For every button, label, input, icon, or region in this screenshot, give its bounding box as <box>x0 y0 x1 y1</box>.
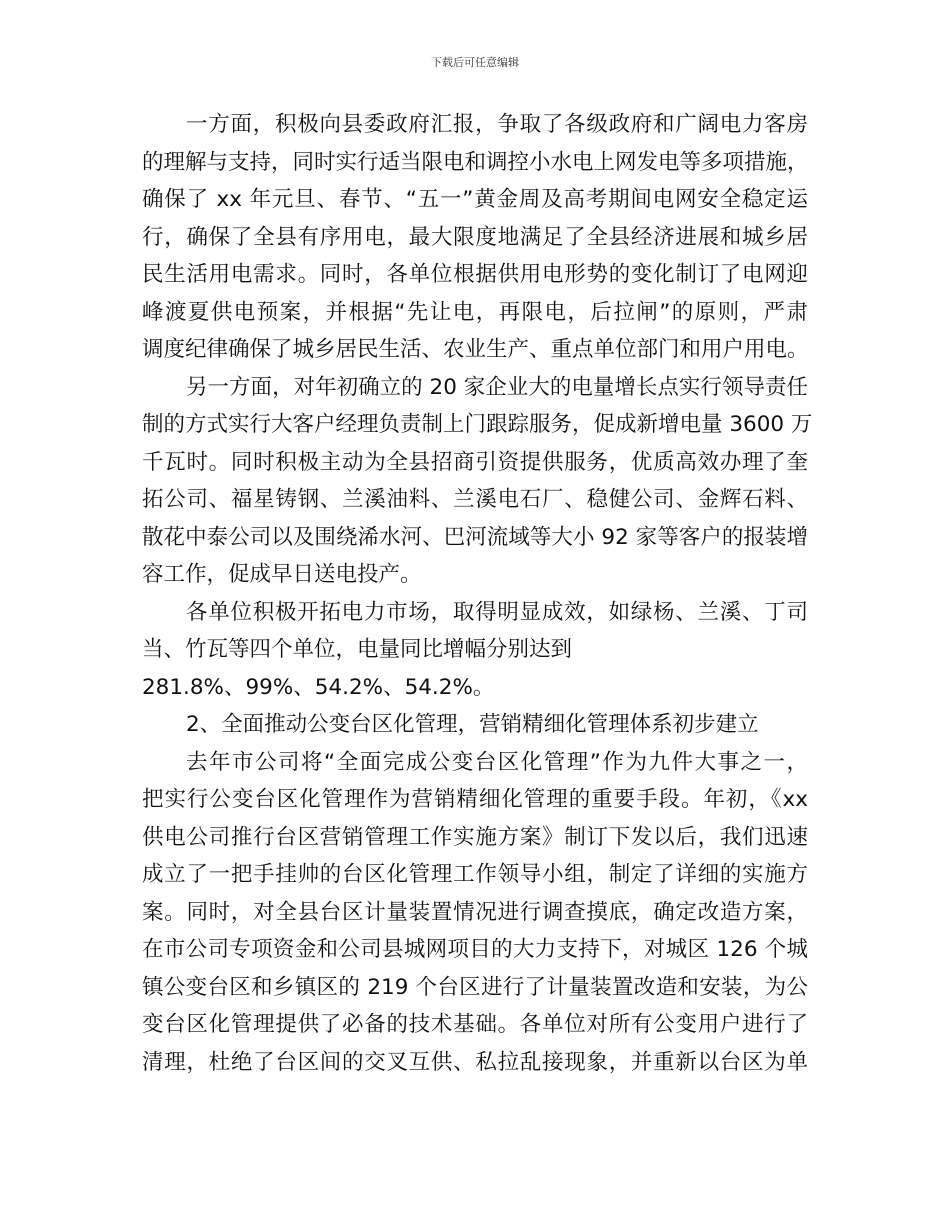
text-line: 281.8%、99%、54.2%、54.2%。 <box>142 674 495 700</box>
text-line: 制的方式实行大客户经理负责制上门跟踪服务，促成新增电量 3600 万 <box>142 412 813 437</box>
text-line: 供电公司推行台区营销管理工作实施方案》制订下发以后，我们迅速 <box>142 824 808 850</box>
text-line: 镇公变台区和乡镇区的 219 个台区进行了计量装置改造和安装，为公 <box>142 974 808 1000</box>
text-line: 峰渡夏供电预案，并根据“先让电，再限电，后拉闸”的原则，严肃 <box>142 299 808 325</box>
text-line: 容工作，促成早日送电投产。 <box>142 562 422 587</box>
text-line: 民生活用电需求。同时，各单位根据供用电形势的变化制订了电网迎 <box>142 262 808 287</box>
text-line: 各单位积极开拓电力市场，取得明显成效，如绿杨、兰溪、丁司 <box>186 599 808 625</box>
text-line: 行，确保了全县有序用电，最大限度地满足了全县经济进展和城乡居 <box>142 224 808 250</box>
page-header: 下载后可任意编辑 <box>431 56 519 69</box>
text-line: 案。同时，对全县台区计量装置情况进行调查摸底，确定改造方案， <box>142 899 808 925</box>
text-line: 确保了 xx 年元旦、春节、“五一”黄金周及高考期间电网安全稳定运 <box>142 187 808 212</box>
text-line: 去年市公司将“全面完成公变台区化管理”作为九件大事之一， <box>186 749 808 775</box>
text-line: 在市公司专项资金和公司县城网项目的大力支持下，对城区 126 个城 <box>142 937 808 962</box>
text-line: 2、全面推动公变台区化管理，营销精细化管理体系初步建立 <box>186 712 759 737</box>
text-line: 一方面，积极向县委政府汇报，争取了各级政府和广阔电力客房 <box>186 112 808 137</box>
text-line: 成立了一把手挂帅的台区化管理工作领导小组，制定了详细的实施方 <box>142 862 808 887</box>
document-body <box>142 106 813 1081</box>
text-line: 变台区化管理提供了必备的技术基础。各单位对所有公变用户进行了 <box>142 1012 808 1037</box>
text-line: 拓公司、福星铸钢、兰溪油料、兰溪电石厂、稳健公司、金辉石料、 <box>142 487 808 512</box>
text-line: 当、竹瓦等四个单位，电量同比增幅分别达到 <box>142 637 573 662</box>
text-line: 清理，杜绝了台区间的交叉互供、私拉乱接现象，并重新以台区为单 <box>142 1049 808 1075</box>
text-line: 另一方面，对年初确立的 20 家企业大的电量增长点实行领导责任 <box>186 374 808 400</box>
text-line: 散花中泰公司以及围绕浠水河、巴河流域等大小 92 家等客户的报装增 <box>142 524 808 550</box>
text-line: 的理解与支持，同时实行适当限电和调控小水电上网发电等多项措施， <box>142 149 809 175</box>
text-line: 调度纪律确保了城乡居民生活、农业生产、重点单位部门和用户用电。 <box>142 337 809 362</box>
text-line: 千瓦时。同时积极主动为全县招商引资提供服务，优质高效办理了奎 <box>142 449 808 475</box>
text-line: 把实行公变台区化管理作为营销精细化管理的重要手段。年初，《xx <box>142 787 808 812</box>
